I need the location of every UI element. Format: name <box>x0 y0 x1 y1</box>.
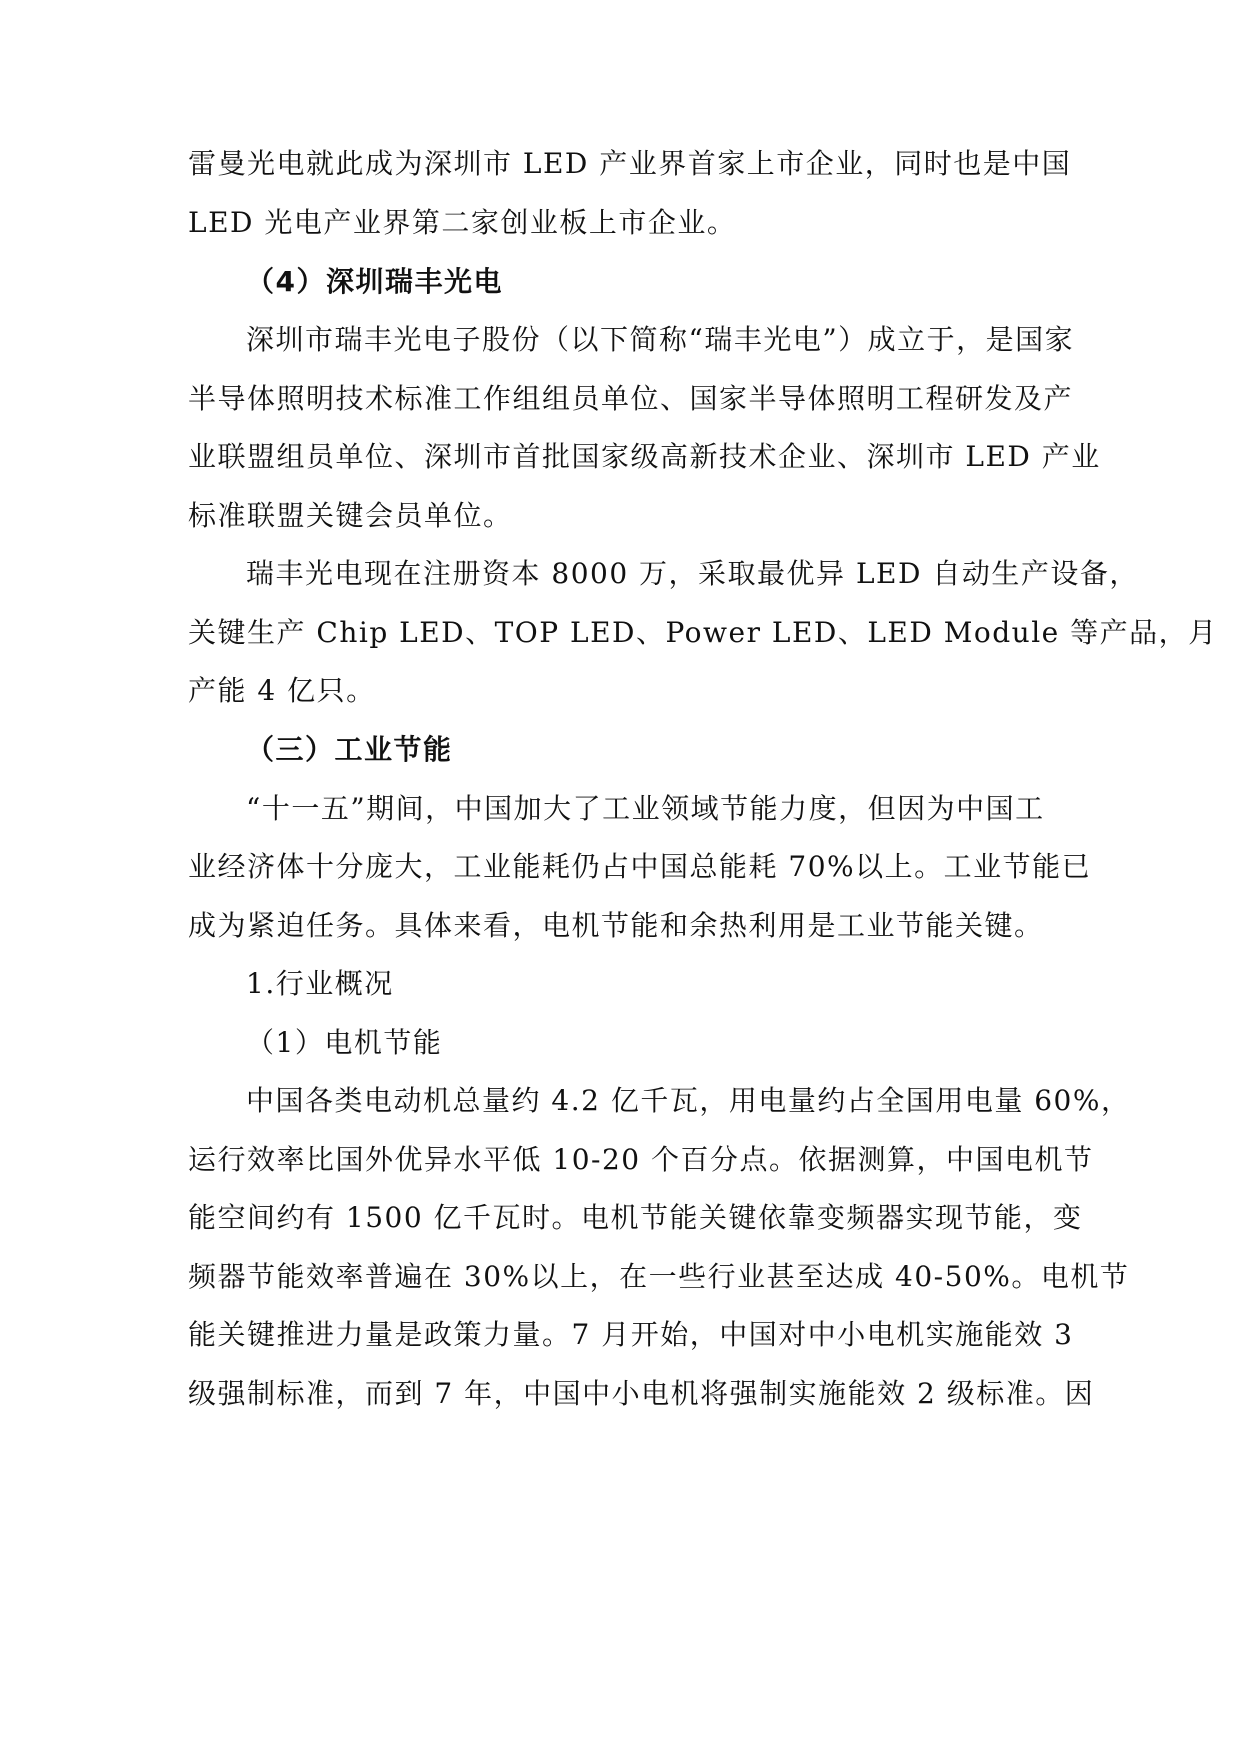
paragraph-line: 深圳市瑞丰光电子股份（以下简称“瑞丰光电”）成立于，是国家 <box>246 323 1075 356</box>
paragraph-line: 成为紧迫任务。具体来看，电机节能和余热利用是工业节能关键。 <box>188 909 1044 942</box>
paragraph-line: 业经济体十分庞大，工业能耗仍占中国总能耗 70%以上。工业节能已 <box>188 850 1092 883</box>
section-heading: （4）深圳瑞丰光电 <box>246 265 503 298</box>
paragraph-line: 雷曼光电就此成为深圳市 LED 产业界首家上市企业，同时也是中国 <box>188 147 1072 180</box>
paragraph-line: LED 光电产业界第二家创业板上市企业。 <box>188 206 737 239</box>
paragraph-line: 运行效率比国外优异水平低 10-20 个百分点。依据测算，中国电机节 <box>188 1143 1094 1176</box>
paragraph-line: 中国各类电动机总量约 4.2 亿千瓦，用电量约占全国用电量 60%， <box>246 1084 1131 1117</box>
paragraph-line: 级强制标准，而到 7 年，中国中小电机将强制实施能效 2 级标准。因 <box>188 1377 1095 1410</box>
paragraph-line: 能空间约有 1500 亿千瓦时。电机节能关键依靠变频器实现节能，变 <box>188 1201 1083 1234</box>
paragraph-line: 能关键推进力量是政策力量。7 月开始，中国对中小电机实施能效 3 <box>188 1318 1074 1351</box>
subsection-heading: 1.行业概况 <box>246 967 394 1000</box>
paragraph-line: 标准联盟关键会员单位。 <box>188 499 513 532</box>
paragraph-line: 业联盟组员单位、深圳市首批国家级高新技术企业、深圳市 LED 产业 <box>188 440 1101 473</box>
subsection-heading: （1）电机节能 <box>246 1026 443 1059</box>
paragraph-line: “十一五”期间，中国加大了工业领域节能力度，但因为中国工 <box>246 792 1045 825</box>
paragraph-line: 半导体照明技术标准工作组组员单位、国家半导体照明工程研发及产 <box>188 382 1074 415</box>
section-heading: （三）工业节能 <box>246 733 453 766</box>
paragraph-line: 频器节能效率普遍在 30%以上，在一些行业甚至达成 40-50%。电机节 <box>188 1260 1130 1293</box>
paragraph-line: 瑞丰光电现在注册资本 8000 万，采取最优异 LED 自动生产设备， <box>246 557 1139 590</box>
paragraph-line: 产能 4 亿只。 <box>188 674 376 707</box>
paragraph-line: 关键生产 Chip LED、TOP LED、Power LED、LED Module 等产品，月 <box>188 616 1218 649</box>
